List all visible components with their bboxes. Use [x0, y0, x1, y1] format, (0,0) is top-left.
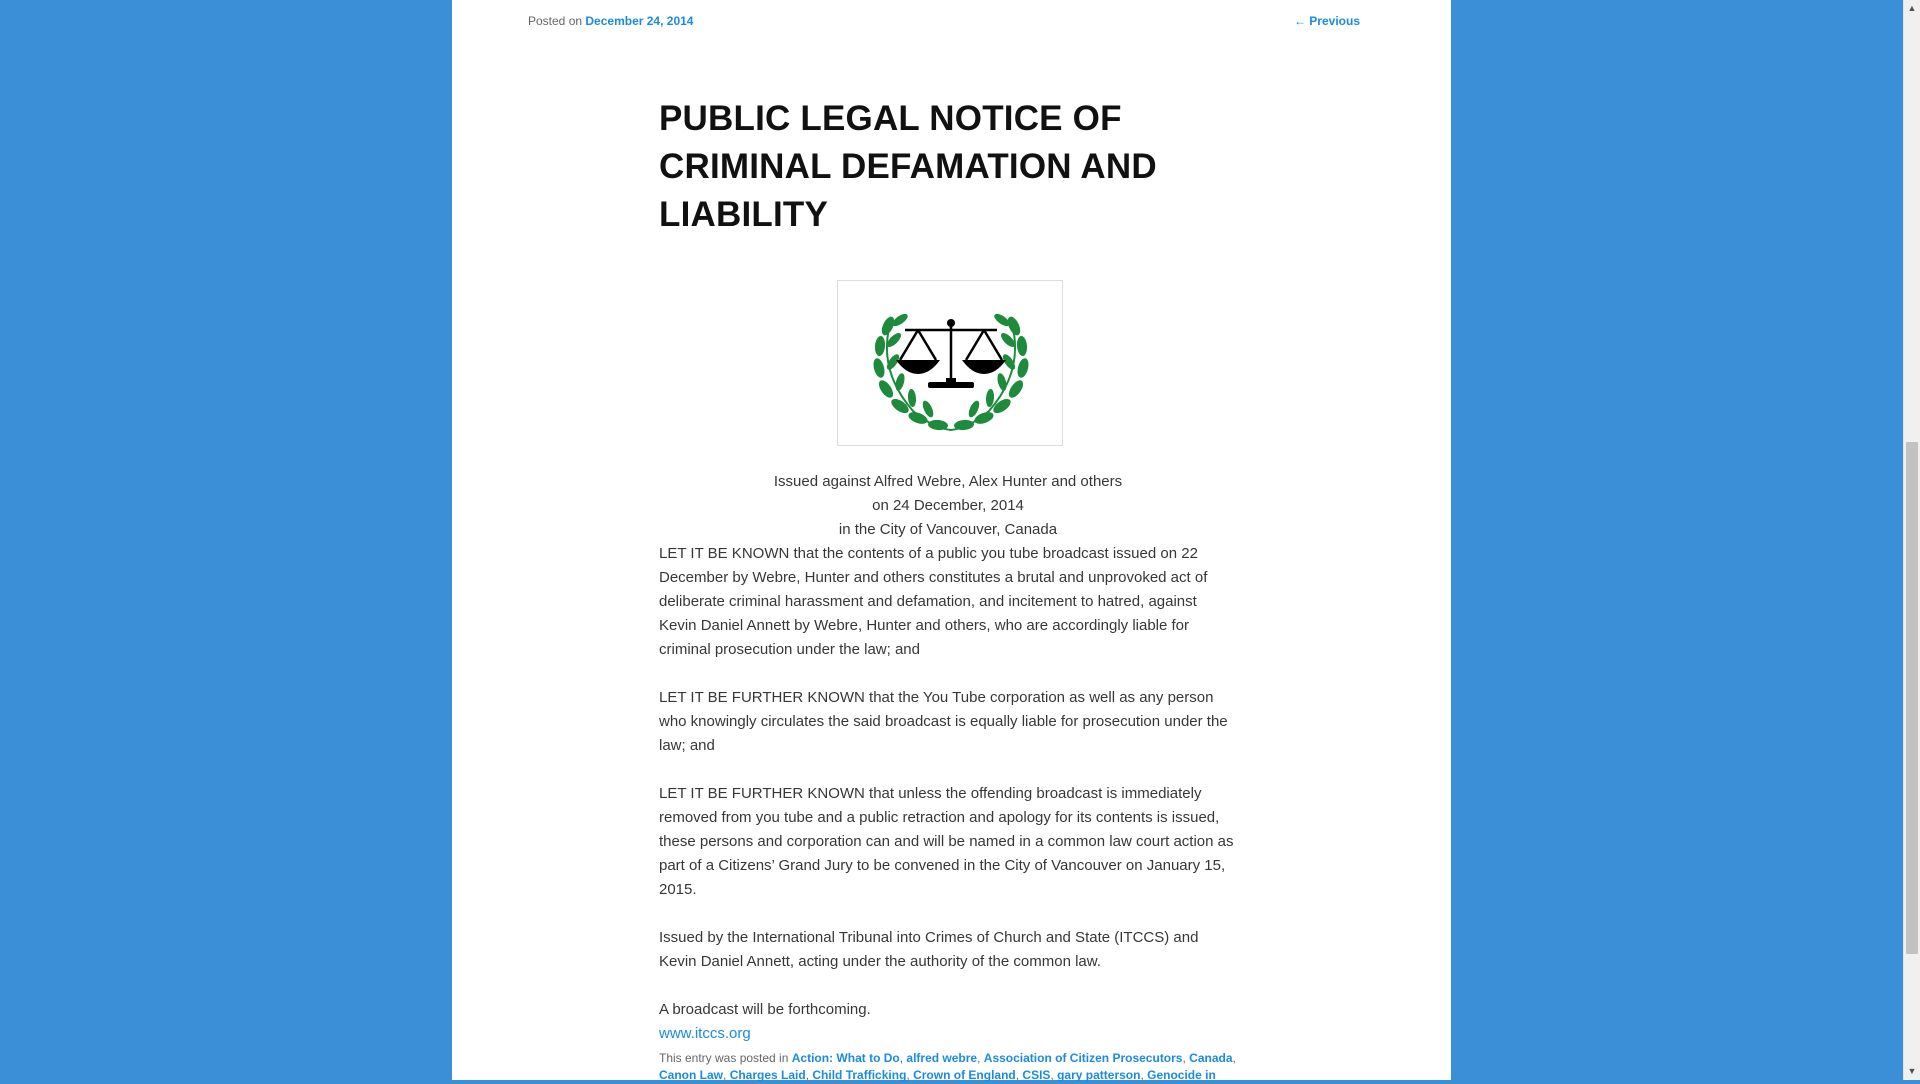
scrollbar-thumb[interactable]: [1906, 442, 1918, 954]
category-link[interactable]: Crown of England: [913, 1068, 1016, 1082]
paragraph: LET IT BE FURTHER KNOWN that unless the offending broadcast is immediately removed from you tube and a public retraction and apology for its contents is issued, these persons and corporation can and will be named in a common law court action as part of a Citizens’ Grand Jury to be convened in the City of Vancouver on January 15, 2015.: [659, 785, 1234, 898]
category-link[interactable]: Association of Citizen Prosecutors: [983, 1051, 1183, 1065]
posted-on: [528, 14, 693, 28]
content-page: [452, 0, 1451, 1080]
category-link[interactable]: CSIS: [1022, 1068, 1051, 1082]
issued-line: in the City of Vancouver, Canada: [838, 521, 1058, 538]
vertical-scrollbar[interactable]: [1903, 0, 1920, 1080]
category-link[interactable]: Charges Laid: [729, 1068, 806, 1082]
issued-line: on 24 December, 2014: [872, 497, 1024, 514]
post-title: PUBLIC LEGAL NOTICE OF CRIMINAL DEFAMATION AND LIABILITY: [659, 99, 1157, 234]
paragraph: LET IT BE FURTHER KNOWN that the You Tube corporation as well as any person who knowingly circulates the said broadcast is equally liable for prosecution under the law; and: [659, 689, 1228, 754]
entry-meta: This entry was posted in Action: What to Do, alfred webre, Association of Citizen Prosecutors, Canada, Canon Law, Charges Laid, Child Trafficking, Crown of England, CSIS, gary patterson, Genocide in: [659, 1051, 1236, 1082]
entry-meta-prefix: This entry was posted in: [659, 1051, 789, 1065]
paragraph: Issued by the International Tribunal into Crimes of Church and State (ITCCS) and Kevin Daniel Annett, acting under the authority of the common law.: [659, 929, 1199, 970]
category-link[interactable]: Action: What to Do: [791, 1051, 900, 1065]
closing-line: A broadcast will be forthcoming.: [659, 1001, 871, 1018]
category-link[interactable]: gary patterson: [1057, 1068, 1141, 1082]
previous-link[interactable]: ← Previous: [1293, 14, 1360, 28]
category-link[interactable]: Child Trafficking: [812, 1068, 907, 1082]
posted-prefix: Posted on: [528, 14, 583, 28]
itccs-logo[interactable]: [837, 280, 1063, 446]
scroll-down-arrow-icon[interactable]: ▼: [1907, 1066, 1917, 1076]
category-link[interactable]: Canada: [1189, 1051, 1233, 1065]
paragraph: LET IT BE KNOWN that the contents of a public you tube broadcast issued on 22 December by Webre, Hunter and others constitutes a brutal and unprovoked act of deliberate criminal harassment and defamation, and incitement to hatred, against Kevin Daniel Annett by Webre, Hunter and others, who are accordingly liable for criminal prosecution under the law; and: [659, 545, 1208, 658]
issued-line: Issued against Alfred Webre, Alex Hunter and others: [773, 473, 1123, 490]
category-link[interactable]: Canon Law: [659, 1068, 724, 1082]
category-link[interactable]: alfred webre: [906, 1051, 978, 1065]
post-body: [659, 542, 1237, 1046]
scroll-up-arrow-icon[interactable]: ▲: [1907, 3, 1917, 13]
post-nav: [528, 14, 1360, 30]
itccs-site-link[interactable]: www.itccs.org: [659, 1025, 751, 1042]
issued-block: [659, 470, 1237, 542]
post-date-link[interactable]: December 24, 2014: [585, 14, 694, 28]
category-link[interactable]: Genocide in: [1147, 1068, 1216, 1082]
scales-of-justice-laurel-icon: [868, 296, 1034, 434]
